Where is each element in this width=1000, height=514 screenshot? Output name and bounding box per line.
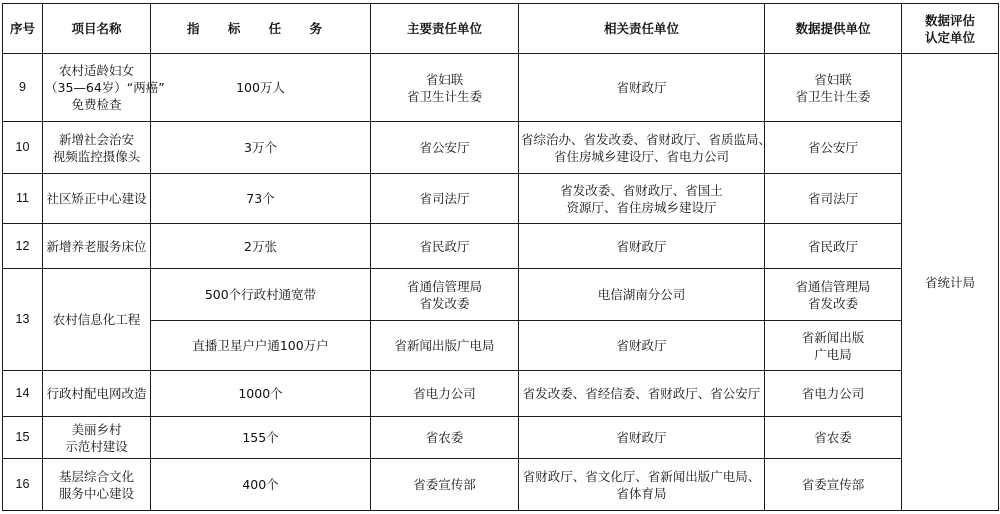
cell-project-name-line: 示范村建设 (65, 438, 128, 454)
cell-related-unit (519, 224, 765, 269)
cell-project-name-line: 免费检查 (71, 97, 122, 112)
cell-related-unit (519, 174, 765, 224)
header-related-unit: 相关责任单位 (519, 4, 765, 54)
cell-data-provider (765, 371, 902, 417)
cell-related-unit-line: 电信湖南分公司 (597, 287, 686, 302)
cell-task: 2万张 (151, 224, 371, 269)
cell-data-provider-line: 省新闻出版 (801, 329, 865, 345)
cell-data-provider-line: 省通信管理局 (795, 278, 871, 294)
cell-project-name-line: 农村适龄妇女 (58, 63, 134, 78)
cell-seq: 14 (3, 371, 43, 417)
cell-task: 73个 (151, 174, 371, 224)
cell-project-name-line: （35—64岁）“两癌” (45, 80, 165, 95)
cell-task: 直播卫星户户通100万户 (151, 321, 371, 371)
cell-data-provider-line: 省发改委 (807, 295, 858, 311)
cell-related-unit-line: 省发改委、省财政厅、省国土 (560, 182, 723, 198)
cell-related-unit-line: 省财政厅 (616, 430, 667, 445)
cell-seq: 13 (3, 269, 43, 371)
cell-project-name-line: 行政村配电网改造 (46, 386, 147, 401)
cell-data-provider (765, 417, 902, 459)
cell-related-unit (519, 54, 765, 122)
cell-data-provider-line: 省电力公司 (801, 386, 865, 401)
cell-related-unit-line: 省发改委、省经信委、省财政厅、省公安厅 (522, 386, 761, 401)
cell-related-unit-line: 省财政厅 (616, 238, 667, 254)
cell-task: 155个 (151, 417, 371, 459)
task-table (2, 3, 999, 511)
cell-related-unit-line: 省体育局 (616, 485, 667, 501)
cell-assessment-unit: 省统计局 (902, 54, 999, 511)
cell-lead-unit-line: 省电力公司 (413, 386, 476, 401)
header-project-name: 项目名称 (43, 4, 151, 54)
cell-project-name (43, 174, 151, 224)
table-row (3, 174, 999, 224)
cell-data-provider (765, 122, 902, 174)
cell-lead-unit (371, 269, 519, 321)
cell-project-name-line: 美丽乡村 (71, 421, 122, 437)
table-row (3, 269, 999, 321)
cell-data-provider-line: 省妇联 (814, 71, 852, 87)
cell-project-name (43, 269, 151, 371)
cell-data-provider-line: 省司法厅 (807, 191, 858, 206)
header-assessment-line: 认定单位 (924, 29, 975, 45)
cell-related-unit (519, 269, 765, 321)
cell-lead-unit-line: 省妇联 (425, 71, 464, 87)
cell-related-unit-line: 资源厅、省住房城乡建设厅 (566, 199, 717, 215)
cell-seq: 12 (3, 224, 43, 269)
cell-project-name (43, 224, 151, 269)
cell-data-provider (765, 224, 902, 269)
cell-project-name (43, 54, 165, 122)
cell-lead-unit (371, 174, 519, 224)
cell-project-name-line: 农村信息化工程 (52, 312, 141, 327)
table-row (3, 417, 999, 459)
cell-data-provider-line: 省公安厅 (807, 140, 858, 155)
cell-lead-unit-line: 省新闻出版广电局 (394, 338, 495, 353)
cell-seq: 15 (3, 417, 43, 459)
table-row (3, 371, 999, 417)
cell-project-name (43, 371, 151, 417)
cell-data-provider (765, 321, 902, 371)
cell-project-name (43, 417, 151, 459)
cell-lead-unit-line: 省公安厅 (419, 140, 470, 155)
cell-data-provider (765, 269, 902, 321)
cell-task: 3万个 (151, 122, 371, 174)
cell-lead-unit (371, 224, 519, 269)
cell-related-unit (519, 371, 765, 417)
header-seq: 序号 (3, 4, 43, 54)
cell-project-name (43, 459, 151, 511)
cell-data-provider (765, 459, 902, 511)
cell-lead-unit-line: 省司法厅 (419, 191, 470, 206)
cell-seq: 9 (3, 54, 43, 122)
cell-project-name-line: 基层综合文化 (58, 468, 134, 484)
header-row (3, 4, 999, 54)
cell-data-provider (765, 54, 902, 122)
cell-project-name-line: 视频监控摄像头 (52, 148, 141, 164)
cell-task: 500个行政村通宽带 (151, 269, 371, 321)
cell-lead-unit-line: 省农委 (425, 430, 464, 445)
cell-data-provider-line: 广电局 (814, 346, 852, 362)
cell-seq: 10 (3, 122, 43, 174)
cell-data-provider-line: 省农委 (814, 430, 852, 445)
cell-project-name-line: 服务中心建设 (58, 485, 134, 501)
cell-related-unit-line: 省财政厅、省文化厅、省新闻出版广电局、 (522, 468, 761, 484)
cell-related-unit-line: 省财政厅 (616, 338, 667, 353)
table-row (3, 459, 999, 511)
cell-lead-unit-line: 省卫生计生委 (406, 88, 482, 104)
cell-seq: 11 (3, 174, 43, 224)
cell-lead-unit-line: 省民政厅 (419, 238, 470, 254)
cell-related-unit-line: 省财政厅 (616, 80, 667, 95)
cell-seq: 16 (3, 459, 43, 511)
table-row (3, 54, 999, 122)
cell-lead-unit (371, 321, 519, 371)
header-lead-unit: 主要责任单位 (371, 4, 519, 54)
cell-project-name-line: 新增社会治安 (58, 131, 134, 147)
cell-related-unit-line: 省综治办、省发改委、省财政厅、省质监局、 (521, 131, 772, 147)
cell-task: 1000个 (151, 371, 371, 417)
cell-lead-unit-line: 省通信管理局 (406, 278, 482, 294)
cell-lead-unit-line: 省发改委 (419, 295, 470, 311)
cell-project-name (43, 122, 151, 174)
cell-task: 100万人 (151, 54, 371, 122)
cell-related-unit (519, 417, 765, 459)
table-row (3, 321, 999, 371)
header-assessment-unit (902, 4, 999, 54)
cell-related-unit (519, 321, 765, 371)
cell-related-unit (519, 122, 772, 174)
cell-data-provider-line: 省卫生计生委 (795, 88, 871, 104)
cell-lead-unit-line: 省委宣传部 (413, 477, 476, 492)
cell-project-name-line: 新增养老服务床位 (46, 238, 147, 254)
cell-lead-unit (371, 371, 519, 417)
cell-lead-unit (371, 122, 519, 174)
cell-task: 400个 (151, 459, 371, 511)
cell-related-unit (519, 459, 765, 511)
header-task: 指 标 任 务 (151, 4, 371, 54)
cell-lead-unit (371, 417, 519, 459)
table-row (3, 122, 999, 174)
cell-project-name-line: 社区矫正中心建设 (46, 191, 147, 206)
header-data-provider: 数据提供单位 (765, 4, 902, 54)
cell-data-provider-line: 省民政厅 (807, 238, 858, 254)
table-row (3, 224, 999, 269)
cell-lead-unit (371, 459, 519, 511)
table-body (3, 54, 999, 511)
header-assessment-line: 数据评估 (924, 12, 975, 28)
cell-lead-unit (371, 54, 519, 122)
cell-data-provider-line: 省委宣传部 (801, 477, 865, 492)
cell-data-provider (765, 174, 902, 224)
cell-related-unit-line: 省住房城乡建设厅、省电力公司 (553, 148, 729, 164)
